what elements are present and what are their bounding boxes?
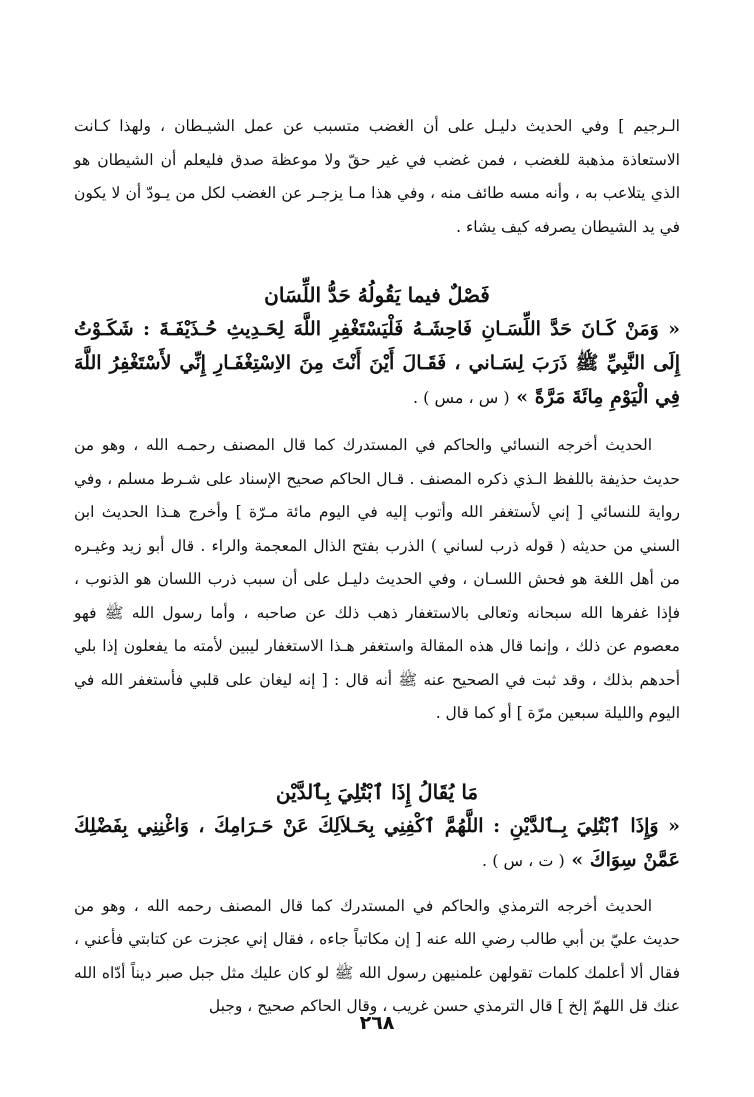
intro-paragraph: الـرجيم ] وفي الحديث دليـل على أن الغضب متسبب عن عمل الشيـطان ، ولهذا كـانت الاستعاذة مذهبة للغضب ، فمن غضب في غير حقّ ولا موعظة صدق فليعلم أن الشيطان هو الذي يتلاعب به ، وأنه مسه طائف منه ، وفي هذا مـا يزجـر عن الغضب لكل من يـودّ أن لا يكون في يد الشيطان يصرفه كيف يشاء . — [74, 117, 680, 236]
hadith-body: « وَمَنْ كَـانَ حَدَّ اللِّسَـانِ فَاحِشَـهُ فَلْيَسْتَغْفِرِ اللَّهَ لِحَـدِيثِ حُـذَيْفَـةَ : شَكَـوْتُ إِلَى النَّبِيِّ ﷺ ذَرَبَ لِسَـاني ، فَقَـالَ أَيْنَ أَنْتَ مِنَ الاِسْتِغْفَـارِ إِنِّي لأَسْتَغْفِرُ اللَّهَ فِي الْيَوْمِ مِائَةَ مَرَّةً » — [74, 318, 680, 408]
commentary-paragraph: الحديث أخرجه النسائي والحاكم في المستدرك كما قال المصنف رحمـه الله ، وهو من حديث حذيفة باللفظ الـذي ذكره المصنف . قـال الحاكم صحيح الإسناد على شـرط مسلم ، وفي رواية للنسائي [ إني لأستغفر الله وأتوب إليه في اليوم مائة مـرّة ] وأخرج هـذا الحديث ابن السني من حديثه ( قوله ذرب لساني ) الذرب بفتح الذال المعجمة والراء . قال أبو زيد وغيـره من أهل اللغة هو فحش اللسـان ، وفي الحديث دليـل على أن سبب ذرب اللسان هو الذنوب ، فإذا غفرها الله سبحانه وتعالى بالاستغفار ذهب ذلك عن صاحبه ، وأما رسول الله ﷺ فهو معصوم عن ذلك ، وإنما قال هذه المقالة واستغفر هـذا الاستغفار ليبين لأمته ما يفعلون إذا بلي أحدهم بذلك ، وقد ثبت في الصحيح عنه ﷺ أنه قال : [ إنه ليغان على قلبي فأستغفر الله في اليوم والليلة سبعين مرّة ] أو كما قال . — [74, 436, 680, 722]
page-number: ٢٦٨ — [359, 1012, 395, 1034]
page-body — [74, 110, 680, 1024]
hadith-body: « وَإِذَا ٱبْتُلِيَ بِـٱلدَّيْنِ : اللَّهُمَّ ٱكْفِنِي بِحَـلاَلِكَ عَنْ حَـرَامِكَ ، وَاغْنِنِي بِفَضْلِكَ عَمَّنْ سِوَاكَ » — [74, 814, 680, 871]
section-title: مَا يُقَالُ إِذَا ٱبْتُلِيَ بِٱلدَّيْن — [275, 779, 479, 804]
section-ilsan — [74, 278, 680, 731]
commentary-paragraph: الحديث أخرجه الترمذي والحاكم في المستدرك كما قال المصنف رحمه الله ، وهو من حديث عليّ بن أبي طالب رضي الله عنه [ إن مكاتباً جاءه ، فقال إني عجزت عن كتابتي فأعني ، فقال ألا أعلمك كلمات تقولهن علمنيهن رسول الله ﷺ لو كان عليك مثل جبل صبر ديناً أدّاه الله عنك قل اللهمّ إلخ ] قال الترمذي حسن غريب ، وقال الحاكم صحيح ، وجبل — [74, 896, 680, 1015]
section-title: فَصْلٌ فيما يَقُولُهُ حَدُّ اللِّسَان — [264, 283, 490, 307]
hadith-text — [74, 312, 680, 415]
hadith-references: ( ت ، س ) . — [482, 850, 565, 870]
hadith-references: ( س ، مس ) . — [413, 388, 510, 407]
hadith-text — [74, 809, 680, 878]
section-dayn — [74, 775, 680, 1024]
